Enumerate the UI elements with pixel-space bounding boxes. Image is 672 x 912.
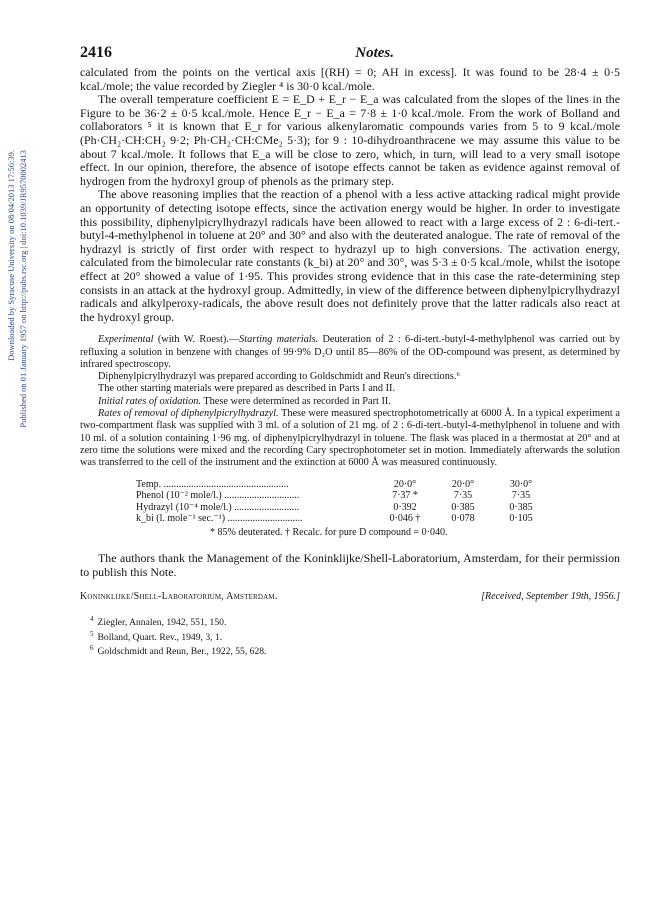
table-row [136, 502, 550, 514]
experimental-para-2: Diphenylpicrylhydrazyl was prepared according to Goldschmidt and Reun's directions.⁶ [98, 371, 461, 383]
table-cell: 7·37 * [392, 490, 418, 502]
starting-materials-subhead: Starting materials. [239, 334, 319, 346]
rates-removal-subhead: Rates of removal of diphenylpicrylhydrazyl. [98, 408, 279, 420]
experimental-para-4 [80, 396, 620, 408]
page-number: 2416 [80, 44, 112, 61]
reference-item [90, 614, 620, 629]
download-watermark [2, 150, 32, 570]
paragraph-2: The overall temperature coefficient E = E_D + E_r − E_a was calculated from the slopes of the lines in the Figure to be 36·2 ± 0·5 kcal./mole. Hence E_r − E_a = 7·8 ± 1·0 kcal./mole. From the work of Bolland and collaborators ⁵ it is known that E_r for various alkenylaromatic compounds varies from 5 to 9 kcal./mole (Ph·CH₂·CH:CH₂ 9·2; Ph·CH₂·CH:CMe₂ 5·3); for 9 : 10-dihydroanthracene we may assume this value to be about 7 kcal./mole. It follows that E_a will be close to zero, which, in turn, will lead to a very small isotope effect. In our opinion, therefore, the absence of isotope effects cannot be taken as evidence against removal of hydrogen from the hydroxyl group of phenols as the primary step. [80, 92, 620, 188]
rate-data-table [136, 479, 550, 525]
reference-number: 5 [90, 629, 94, 638]
paragraph-3: The above reasoning implies that the reaction of a phenol with a less active attacking radical might provide an opportunity of detecting isotope effects, since the activation energy would be higher. In order to investigate this possibility, diphenylpicrylhydrazyl radicals have been allowed to react with a large excess of 2 : 6-di-tert.-butyl-4-methylphenol in toluene at 20° and 30° and also with the deuterated analogue. The rate of removal of the hydrazyl is strictly of first order with respect to hydrazyl up to high conversions. The activation energy, calculated from the bimolecular rate constants (k_bi) at 20° and 30°, was 5·3 ± 0·5 kcal./mole, whilst the isotope effect at 20° showed a value of 1·95. This provides strong evidence that in this case the rate-determining step consists in an attack at the hydroxyl group. Admittedly, in view of the difference between diphenylpicrylhydrazyl radicals and alkylperoxy-radicals, the above result does not definitely prove that the latter radicals also react at the hydroxyl group. [80, 187, 620, 324]
table-row [136, 490, 550, 502]
download-note: Downloaded by Syracuse University on 08/04/2013 17:56:39. [6, 150, 16, 361]
table-cell: 0·385 [509, 501, 533, 513]
table-cell: 20·0° [451, 478, 475, 490]
reference-text: Ziegler, Annalen, 1942, 551, 150. [97, 617, 227, 629]
rates-removal-text: These were measured spectrophotometrically at 6000 Å. In a typical experiment a two-compartment flask was supplied with 3 ml. of a solution of 21 mg. of 2 : 6-di-tert.-butyl-4-methylphenol in toluene and with 10 ml. of a solution containing 1·96 mg. of diphenylpicrylhydrazyl in toluene. The flask was placed in a thermostat at 20° and at zero time the solutions were mixed and the recording Cary spectrophotometer set in motion. Immediately afterwards the solution was transferred to the cell of the instrument and the extinction at 6000 Å was measured continuously. [80, 408, 620, 469]
table-cell: 20·0° [393, 478, 417, 490]
table-row [136, 479, 550, 491]
row-label: k_bi (l. mole⁻¹ sec.⁻¹) .............................. [136, 513, 303, 525]
experimental-section [80, 334, 620, 469]
table-cell: 30·0° [509, 478, 533, 490]
paper-page [80, 44, 620, 658]
table-row [136, 513, 550, 525]
received-date: [Received, September 19th, 1956.] [481, 591, 620, 602]
reference-item [90, 629, 620, 644]
page-header [80, 44, 620, 66]
reference-number: 4 [90, 615, 94, 623]
table-cell: 0·046 † [389, 513, 421, 525]
acknowledgement: The authors thank the Management of the Koninklijke/Shell-Laboratorium, Amsterdam, for their permission to publish this Note. [80, 550, 620, 579]
doi-note: Published on 01 January 1957 on http://pubs.rsc.org | doi:10.1039/JR9570002413 [18, 150, 28, 428]
reference-text: Bolland, Quart. Rev., 1949, 3, 1. [97, 631, 223, 643]
experimental-para-5 [80, 408, 620, 469]
running-title: Notes. [355, 45, 394, 61]
table-cell: 0·078 [451, 513, 475, 525]
row-label: Temp. .................................................. [136, 478, 289, 490]
table-cell: 0·392 [393, 501, 417, 513]
experimental-heading: Experimental [98, 334, 154, 346]
reference-number: 6 [90, 644, 94, 653]
experimental-para-3: The other starting materials were prepared as described in Parts I and II. [98, 383, 396, 395]
table-footnote: * 85% deuterated. † Recalc. for pure D compound = 0·040. [210, 526, 448, 538]
experimental-para-1 [80, 334, 620, 371]
table-cell: 0·385 [451, 501, 475, 513]
address-line [80, 591, 620, 602]
row-label: Phenol (10⁻² mole/l.) .............................. [136, 490, 300, 502]
table-cell: 7·35 [511, 490, 531, 502]
row-label: Hydrazyl (10⁻⁴ mole/l.) .......................... [136, 501, 300, 513]
table-cell: 0·105 [509, 513, 533, 525]
references [90, 614, 620, 658]
institution: Koninklijke/Shell-Laboratorium, Amsterdam. [80, 591, 278, 602]
initial-rates-subhead: Initial rates of oxidation. [98, 395, 201, 407]
paragraph-1: calculated from the points on the vertical axis [(RH) = 0; AH in excess]. It was found to be 28·4 ± 0·5 kcal./mole; the value recorded by Ziegler ⁴ is 30·0 kcal./mole. [80, 65, 620, 93]
experimental-with: (with W. Roest).— [153, 334, 240, 346]
reference-text: Goldschmidt and Reun, Ber., 1922, 55, 628. [97, 646, 267, 658]
starting-materials-text: Deuteration of 2 : 6-di-tert.-butyl-4-methylphenol was carried out by refluxing a solution in benzene with changes of 99·9% D₂O until 85—86% of the OD-compound was present, as determined by infrared spectroscopy. [80, 334, 620, 370]
body-text [80, 66, 620, 324]
table-cell: 7·35 [453, 490, 473, 502]
initial-rates-text: These were determined as recorded in Part II. [200, 395, 391, 407]
reference-item [90, 643, 620, 658]
